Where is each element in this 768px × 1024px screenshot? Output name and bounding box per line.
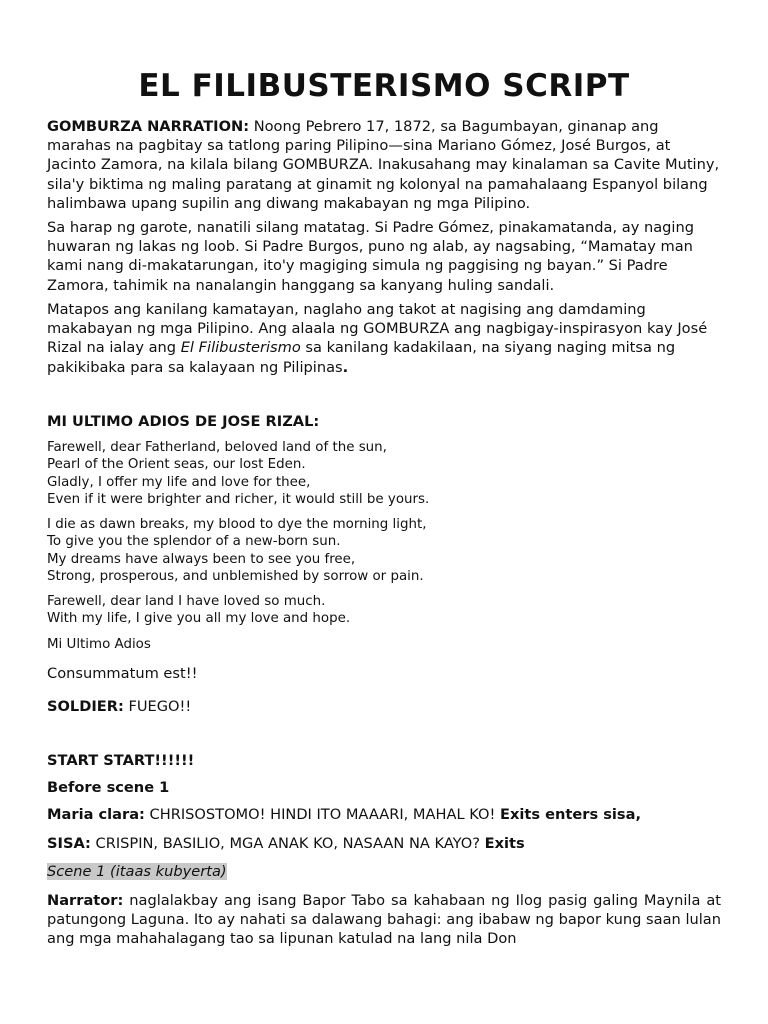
- maria-clara-cue: Exits enters sisa,: [499, 806, 641, 823]
- poem-line: With my life, I give you all my love and hope.: [47, 611, 351, 627]
- poem-line: Strong, prosperous, and unblemished by sorrow or pain.: [47, 569, 424, 585]
- soldier-label: SOLDIER:: [47, 698, 124, 715]
- sisa-cue: Exits: [484, 835, 525, 852]
- poem-stanza-3: [47, 593, 721, 628]
- before-scene-heading: Before scene 1: [47, 779, 170, 796]
- poem-heading: MI ULTIMO ADIOS DE JOSE RIZAL:: [47, 413, 320, 430]
- gomburza-text-3b: sa kanilang kadakilaan, na siyang naging mitsa ng pakikibaka para sa kalayaan ng Pilipinas: [47, 339, 676, 376]
- consummatum-line: Consummatum est!!: [47, 665, 198, 682]
- sisa-line: [47, 834, 721, 853]
- poem-line: My dreams have always been to see you free,: [47, 551, 356, 567]
- soldier-text: FUEGO!!: [123, 698, 192, 715]
- scene-1-heading: [47, 862, 721, 881]
- poem-line: I die as dawn breaks, my blood to dye the morning light,: [47, 517, 427, 532]
- sisa-text: CRISPIN, BASILIO, MGA ANAK KO, NASAAN NA KAYO?: [90, 835, 485, 852]
- poem-line: Gladly, I offer my life and love for thee,: [47, 474, 311, 490]
- poem-line: Pearl of the Orient seas, our lost Eden.: [47, 457, 306, 473]
- scene-1-highlight: Scene 1 (itaas kubyerta): [47, 863, 227, 880]
- poem-line: Even if it were brighter and richer, it would still be yours.: [47, 492, 430, 508]
- page-title: EL FILIBUSTERISMO SCRIPT: [138, 68, 630, 104]
- maria-clara-text: CHRISOSTOMO! HINDI ITO MAAARI, MAHAL KO!: [144, 806, 500, 823]
- gomburza-paragraph-2: Sa harap ng garote, nanatili silang matatag. Si Padre Gómez, pinakamatanda, ay naging huwaran ng lakas ng loob. Si Padre Burgos, puno ng alab, ay nagsabing, “Mamatay man kami nang di-makatarungan, ito'y magiging simula ng paggising ng bayan.” Si Padre Zamora, tahimik na nanalangin hanggang sa kanyang huling sandali.: [47, 219, 694, 294]
- gomburza-label: GOMBURZA NARRATION:: [47, 118, 250, 135]
- maria-clara-label: Maria clara:: [47, 806, 145, 823]
- poem-stanza-2: [47, 516, 721, 586]
- gomburza-paragraph-1: [47, 117, 721, 213]
- book-title: El Filibusterismo: [180, 339, 301, 357]
- poem-line: Farewell, dear Fatherland, beloved land of the sun,: [47, 440, 387, 455]
- poem-line: To give you the splendor of a new-born sun.: [47, 534, 341, 550]
- poem-line: Farewell, dear land I have loved so much.: [47, 594, 326, 609]
- narrator-text: naglalakbay ang isang Bapor Tabo sa kahabaan ng Ilog pasig galing Maynila at patungong Laguna. Ito ay nahati sa dalawang bahagi: ang ibabaw ng bapor kung saan lulan ang mga mahahalagang tao sa lipunan katulad na lang nila Don: [47, 892, 721, 948]
- sisa-label: SISA:: [47, 835, 91, 852]
- gomburza-period: .: [342, 358, 349, 376]
- poem-signature: Mi Ultimo Adios: [47, 637, 151, 652]
- gomburza-text-3a: Matapos ang kanilang kamatayan, naglaho ang takot at nagising ang damdaming makabayan ng mga Pilipino. Ang alaala ng GOMBURZA ang nagbigay-inspirasyon kay José Rizal na ialay ang: [47, 301, 708, 357]
- maria-clara-line: [47, 805, 721, 824]
- narrator-paragraph: [47, 891, 721, 949]
- narrator-label: Narrator:: [47, 892, 124, 909]
- start-line: START START!!!!!!: [47, 752, 195, 769]
- poem-stanza-1: [47, 439, 721, 509]
- gomburza-paragraph-3: [47, 300, 721, 377]
- soldier-line: [47, 697, 721, 716]
- gomburza-text-1: Noong Pebrero 17, 1872, sa Bagumbayan, ginanap ang marahas na pagbitay sa tatlong paring Pilipino—sina Mariano Gómez, José Burgos, at Jacinto Zamora, na kilala bilang GOMBURZA. Inakusahang may kinalaman sa Cavite Mutiny, sila'y biktima ng maling paratang at ginamit ng kolonyal na pamahalaang Espanyol bilang halimbawa upang supilin ang diwang makabayan ng mga Pilipino.: [47, 118, 720, 212]
